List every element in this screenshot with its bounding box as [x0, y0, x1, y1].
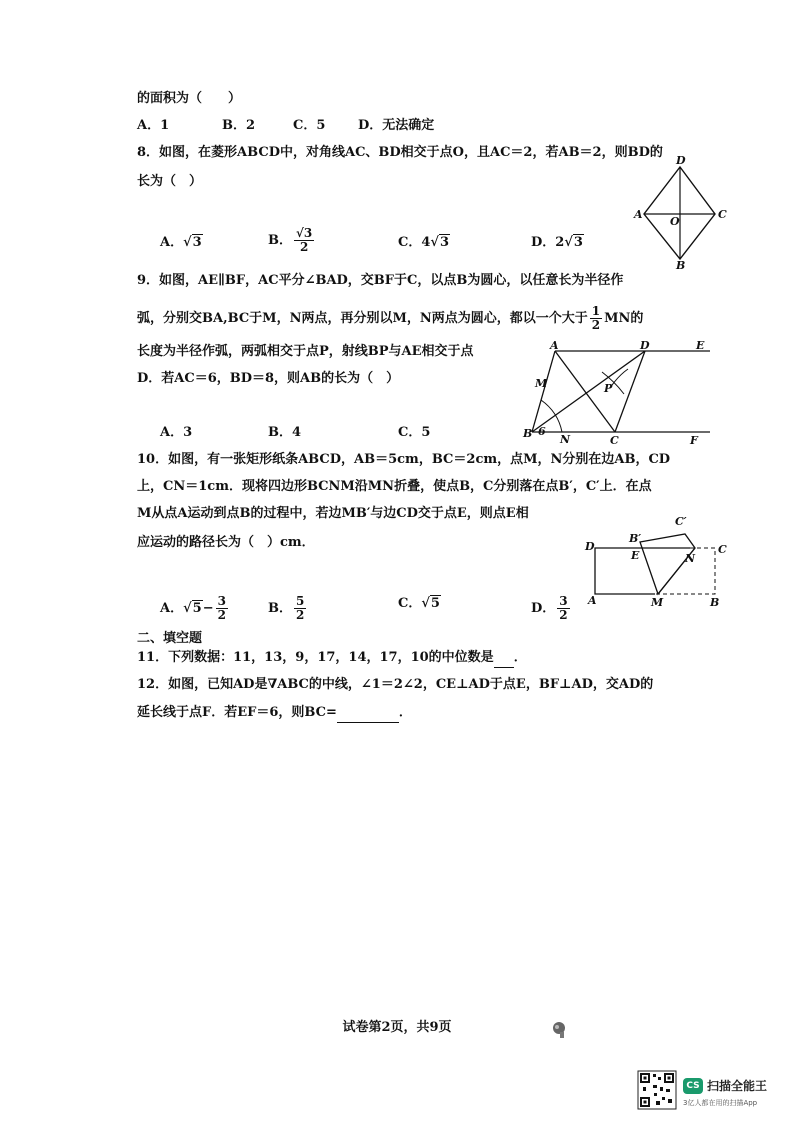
- q9-stem-line3: 长度为半径作弧，两弧相交于点P，射线BP与AE相交于点: [137, 344, 474, 359]
- cs-logo: CS: [683, 1078, 703, 1094]
- label-d: D: [585, 540, 595, 553]
- label-c: C: [718, 208, 727, 221]
- q8-option-d: D．2√3: [531, 235, 583, 250]
- q9-stem-line4: D．若AC＝6，BD＝8，则AB的长为（ ）: [137, 371, 400, 386]
- label-e: E: [631, 549, 640, 562]
- label-c: C: [610, 434, 619, 447]
- label-f: F: [690, 434, 698, 447]
- q9-option-c: C．5: [398, 425, 431, 440]
- label-a: A: [634, 208, 643, 221]
- label-m: M: [651, 596, 664, 609]
- arc-p2: [610, 369, 628, 388]
- q7-option-a: A．1: [137, 118, 170, 133]
- q10-option-b: B． $\frac{5}{2}$: [268, 594, 305, 622]
- label-b: B: [676, 259, 686, 272]
- q7-option-c: C．5: [293, 118, 326, 133]
- label-m: M: [535, 377, 548, 390]
- q9-construction-figure: [520, 339, 720, 447]
- q9-stem-line2: 弧，分别交BA,BC于M，N两点，再分别以M，N两点为圆心，都以一个大于 $\frac{1}{2}$ MN的: [137, 304, 644, 332]
- q9-stem-line1: 9．如图，AE∥BF，AC平分∠BAD，交BF于C，以点B为圆心，以任意长为半径作: [137, 273, 624, 288]
- label-d: D: [676, 154, 686, 167]
- q7-option-d: D．无法确定: [358, 118, 435, 133]
- label-o: O: [670, 215, 680, 228]
- label-c-prime: C′: [675, 515, 687, 528]
- label-a: A: [588, 594, 597, 607]
- q8-rhombus-figure: [630, 155, 730, 270]
- label-e: E: [696, 339, 705, 352]
- label-c: C: [718, 543, 727, 556]
- rect-solid-part: [595, 548, 655, 594]
- scanner-app-subtitle: 3亿人都在用的扫描App: [683, 1099, 758, 1107]
- scanner-app-title: 扫描全能王: [707, 1079, 768, 1093]
- q10-stem-line1: 10．如图，有一张矩形纸条ABCD，AB＝5cm，BC＝2cm，点M，N分别在边AB，CD: [137, 452, 671, 467]
- q9-option-a: A．3: [160, 425, 193, 440]
- label-b: B: [710, 596, 720, 609]
- label-n: N: [685, 552, 696, 565]
- page-footer: 试卷第2页，共9页: [342, 1020, 452, 1035]
- label-d: D: [640, 339, 650, 352]
- q8-option-b: B． $\frac{√3}{2}$: [268, 226, 313, 254]
- label-a: A: [550, 339, 559, 352]
- qr-code-icon: [638, 1071, 676, 1109]
- q10-stem-line2: 上，CN＝1cm．现将四边形BCNM沿MN折叠，使点B，C分别落在点B′，C′上．在点: [137, 479, 652, 494]
- q10-stem-line4: 应运动的路径长为（ ）cm．: [137, 535, 315, 550]
- label-angle-6: 6: [538, 425, 546, 438]
- q12-stem-line1: 12．如图，已知AD是∇ABC的中线，∠1＝2∠2，CE⊥AD于点E，BF⊥AD，交AD的: [137, 677, 654, 692]
- label-n: N: [560, 433, 571, 446]
- label-b: B: [523, 427, 533, 440]
- q10-option-d: D． $\frac{3}{2}$: [531, 594, 568, 622]
- segment-ab: [532, 351, 555, 432]
- q12-stem-line2: 延长线于点F．若EF＝6，则BC= ．: [137, 704, 412, 723]
- q8-stem-line1: 8．如图，在菱形ABCD中，对角线AC、BD相交于点O，且AC＝2，若AB＝2，则BD的: [137, 145, 663, 160]
- segment-dc: [615, 351, 645, 432]
- q8-stem-line2: 长为（ ）: [137, 174, 203, 189]
- q8-option-c: C．4√3: [398, 235, 449, 250]
- label-b-prime: B′: [629, 532, 642, 545]
- ray-bp: [532, 351, 645, 432]
- q7-option-b: B．2: [222, 118, 256, 133]
- q8-option-a: A．√3: [160, 235, 202, 250]
- q7-tail: 的面积为（ ）: [137, 91, 242, 106]
- section-fill-in-title: 二、填空题: [137, 631, 203, 646]
- q10-stem-line3: M从点A运动到点B的过程中，若边MB′与边CD交于点E，则点E相: [137, 506, 529, 521]
- q10-fold-figure: [585, 512, 735, 612]
- scan-smudge-icon: [551, 1020, 567, 1040]
- q10-option-c: C．√5: [398, 596, 440, 611]
- q10-option-a: A．√5− $\frac{3}{2}$: [160, 594, 226, 622]
- q11-stem: 11．下列数据：11，13，9，17，14，17，10的中位数是 ．: [137, 649, 527, 668]
- q9-option-b: B．4: [268, 425, 302, 440]
- label-p: P: [604, 382, 613, 395]
